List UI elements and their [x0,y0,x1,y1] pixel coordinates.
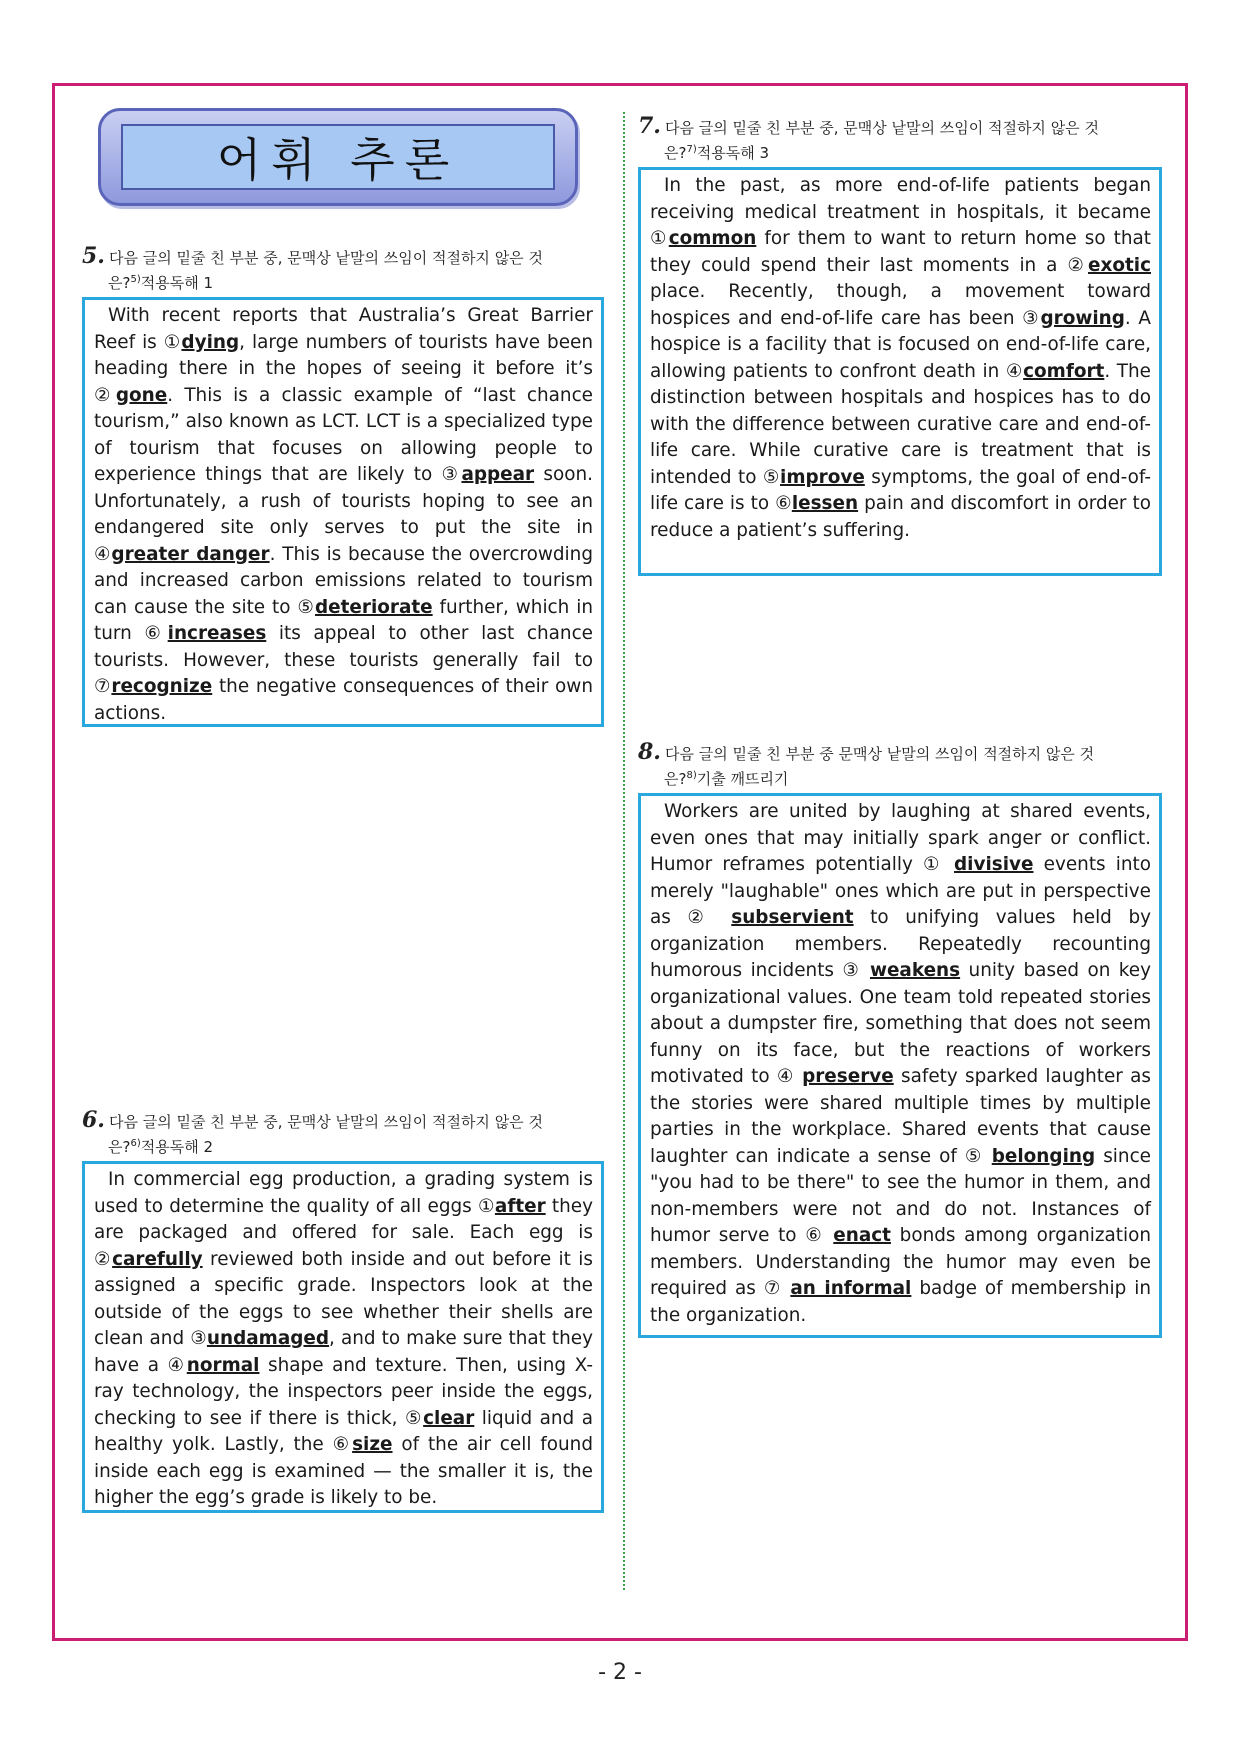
underlined-choice: lessen [791,493,859,514]
passage-text: they are packaged and offered for sale. Each egg is ② [94,1195,593,1270]
question-number: 5. [82,243,105,269]
underlined-choice: improve [780,466,865,488]
underlined-choice: deteriorate [314,596,433,618]
underlined-choice: enact [833,1225,891,1246]
underlined-choice: size [352,1434,393,1455]
section-title-banner [98,108,578,206]
question-source: 적용독해 3 [696,144,769,162]
question-prompt: 다음 글의 밑줄 친 부분 중, 문맥상 낱말의 쓰임이 적절하지 않은 것 [664,119,1099,137]
question-prompt: 다음 글의 밑줄 친 부분 중, 문맥상 낱말의 쓰임이 적절하지 않은 것 [108,249,543,267]
passage-text: , large numbers of tourists have been heading there in the hopes of seeing it before it’s ② [94,331,593,406]
passage-text: In commercial egg production, a grading system is used to determine the quality of all eggs ① [94,1169,593,1217]
underlined-choice: gone [115,384,168,406]
question-6 [82,1107,604,1513]
underlined-choice: greater danger [111,543,270,565]
passage-text: With recent reports that Australia’s Great Barrier Reef is ① [94,305,593,353]
underlined-choice: an informal [790,1278,912,1299]
underlined-choice: clear [423,1407,475,1429]
passage-text: further, which in turn ⑥ [94,596,594,644]
question-header: 5. 다음 글의 밑줄 친 부분 중, 문맥상 낱말의 쓰임이 적절하지 않은 것 은?$^{5)}$적용독해 1 [82,243,543,292]
underlined-choice: dying [181,331,240,353]
underlined-choice: comfort [1023,360,1105,382]
section-title-inner [121,124,555,190]
passage-text: . This is because the overcrowding and increased carbon emissions related to tourism can cause the site to ⑤ [94,543,593,618]
underlined-choice: after [494,1195,546,1217]
passage-text: Workers are united by laughing at shared events, even ones that may initially spark anger or conflict. Humor reframes potentially ① [650,801,1151,875]
underlined-choice: appear [461,464,535,485]
question-header: 7. 다음 글의 밑줄 친 부분 중, 문맥상 낱말의 쓰임이 적절하지 않은 것 은?$^{7)}$적용독해 3 [638,113,1099,162]
question-number: 6. [82,1107,105,1133]
underlined-choice: carefully [112,1248,203,1270]
passage-text: of the air cell found inside each egg is examined — the smaller it is, the higher the egg’s grade is likely to be. [94,1434,593,1508]
passage-text: its appeal to other last chance tourists. However, these tourists generally fail to ⑦ [94,623,593,697]
passage-box [638,793,1162,1338]
underlined-choice: growing [1040,307,1125,329]
passage-text: the negative consequences of their own actions. [94,676,593,724]
passage-text: place. Recently, though, a movement toward hospices and end-of-life care has been ③ [650,281,1151,329]
question-source: 적용독해 2 [140,1138,213,1156]
passage-text: . A hospice is a facility that is focused on end-of-life care, allowing patients to confront death in ④ [650,307,1151,382]
underlined-choice: belonging [991,1145,1096,1167]
underlined-choice: subservient [731,907,854,928]
passage-text: reviewed both inside and out before it is assigned a specific grade. Inspectors look at the outside of the eggs to see whether their shells are clean and ③ [94,1248,593,1349]
passage-box [638,167,1162,576]
underlined-choice: normal [186,1354,260,1376]
question-prompt: 다음 글의 밑줄 친 부분 중 문맥상 낱말의 쓰임이 적절하지 않은 것 [664,745,1095,763]
passage-text: soon. Unfortunately, a rush of tourists hoping to see an endangered site only serves to put the site in ④ [94,464,593,565]
underlined-choice: exotic [1088,254,1151,276]
underlined-choice: divisive [954,854,1034,875]
passage-text: pain and discomfort in order to reduce a patient’s suffering. [650,493,1151,541]
passage-text: . The distinction between hospitals and hospices has to do with the difference between curative care and end-of-life care. While curative care is treatment that is intended to ⑤ [650,360,1151,488]
passage-text: unity based on key organizational values. One team told repeated stories about a dumpster fire, something that does not seem funny on its face, but the reactions of workers motivated to ④ [650,960,1151,1087]
question-5 [82,243,604,727]
question-number: 8. [638,739,661,765]
passage-text: . This is a classic example of “last chance tourism,” also known as LCT. LCT is a specialized type of tourism that focuses on allowing people to experience things that are likely to ③ [94,384,593,485]
underlined-choice: common [668,228,757,249]
page-number: - 2 - [598,1660,642,1685]
underlined-choice: weakens [869,960,961,981]
passage-text: bonds among organization members. Understanding the humor may even be required as ⑦ [650,1225,1151,1299]
underlined-choice: recognize [111,676,213,697]
passage-text: badge of membership in the organization. [650,1278,1151,1326]
passage-text: events into merely "laughable" ones which are put in perspective as ② [650,854,1151,928]
question-7 [638,113,1162,576]
passage-box [82,297,604,727]
underlined-choice: preserve [802,1066,894,1087]
underlined-choice: increases [167,623,267,644]
question-number: 7. [638,113,661,139]
question-header: 8. 다음 글의 밑줄 친 부분 중 문맥상 낱말의 쓰임이 적절하지 않은 것 은?$^{8)}$기출 깨뜨리기 [638,739,1095,788]
passage-text: , and to make sure that they have a ④ [94,1328,593,1376]
passage-text: safety sparked laughter as the stories were shared multiple times by multiple parties in the workplace. Shared events that cause laughter can indicate a sense of ⑤ [650,1066,1151,1167]
passage-text: symptoms, the goal of end-of-life care is to ⑥ [650,466,1152,514]
passage-text: shape and texture. Then, using X-ray technology, the inspectors peer inside the eggs, checking to see if there is thick, ⑤ [94,1354,594,1429]
question-source: 적용독해 1 [140,274,213,292]
underlined-choice: undamaged [206,1328,330,1349]
question-prompt: 다음 글의 밑줄 친 부분 중, 문맥상 낱말의 쓰임이 적절하지 않은 것 [108,1113,543,1131]
question-source: 기출 깨뜨리기 [696,770,789,788]
passage-box [82,1161,604,1513]
passage-text: In the past, as more end-of-life patients began receiving medical treatment in hospitals, it became ① [650,175,1151,249]
column-divider [623,112,625,1590]
passage-text: for them to want to return home so that they could spend their last moments in a ② [650,228,1151,276]
question-8 [638,739,1162,1338]
section-title: 어휘 추론 [216,133,460,187]
passage-text: since "you had to be there" to see the humor in them, and non-members were not and do not. Instances of humor serve to ⑥ [650,1145,1152,1246]
passage-text: to unifying values held by organization members. Repeatedly recounting humorous incidents ③ [650,907,1151,981]
passage-text: liquid and a healthy yolk. Lastly, the ⑥ [94,1407,593,1455]
question-header: 6. 다음 글의 밑줄 친 부분 중, 문맥상 낱말의 쓰임이 적절하지 않은 것 은?$^{6)}$적용독해 2 [82,1107,543,1156]
